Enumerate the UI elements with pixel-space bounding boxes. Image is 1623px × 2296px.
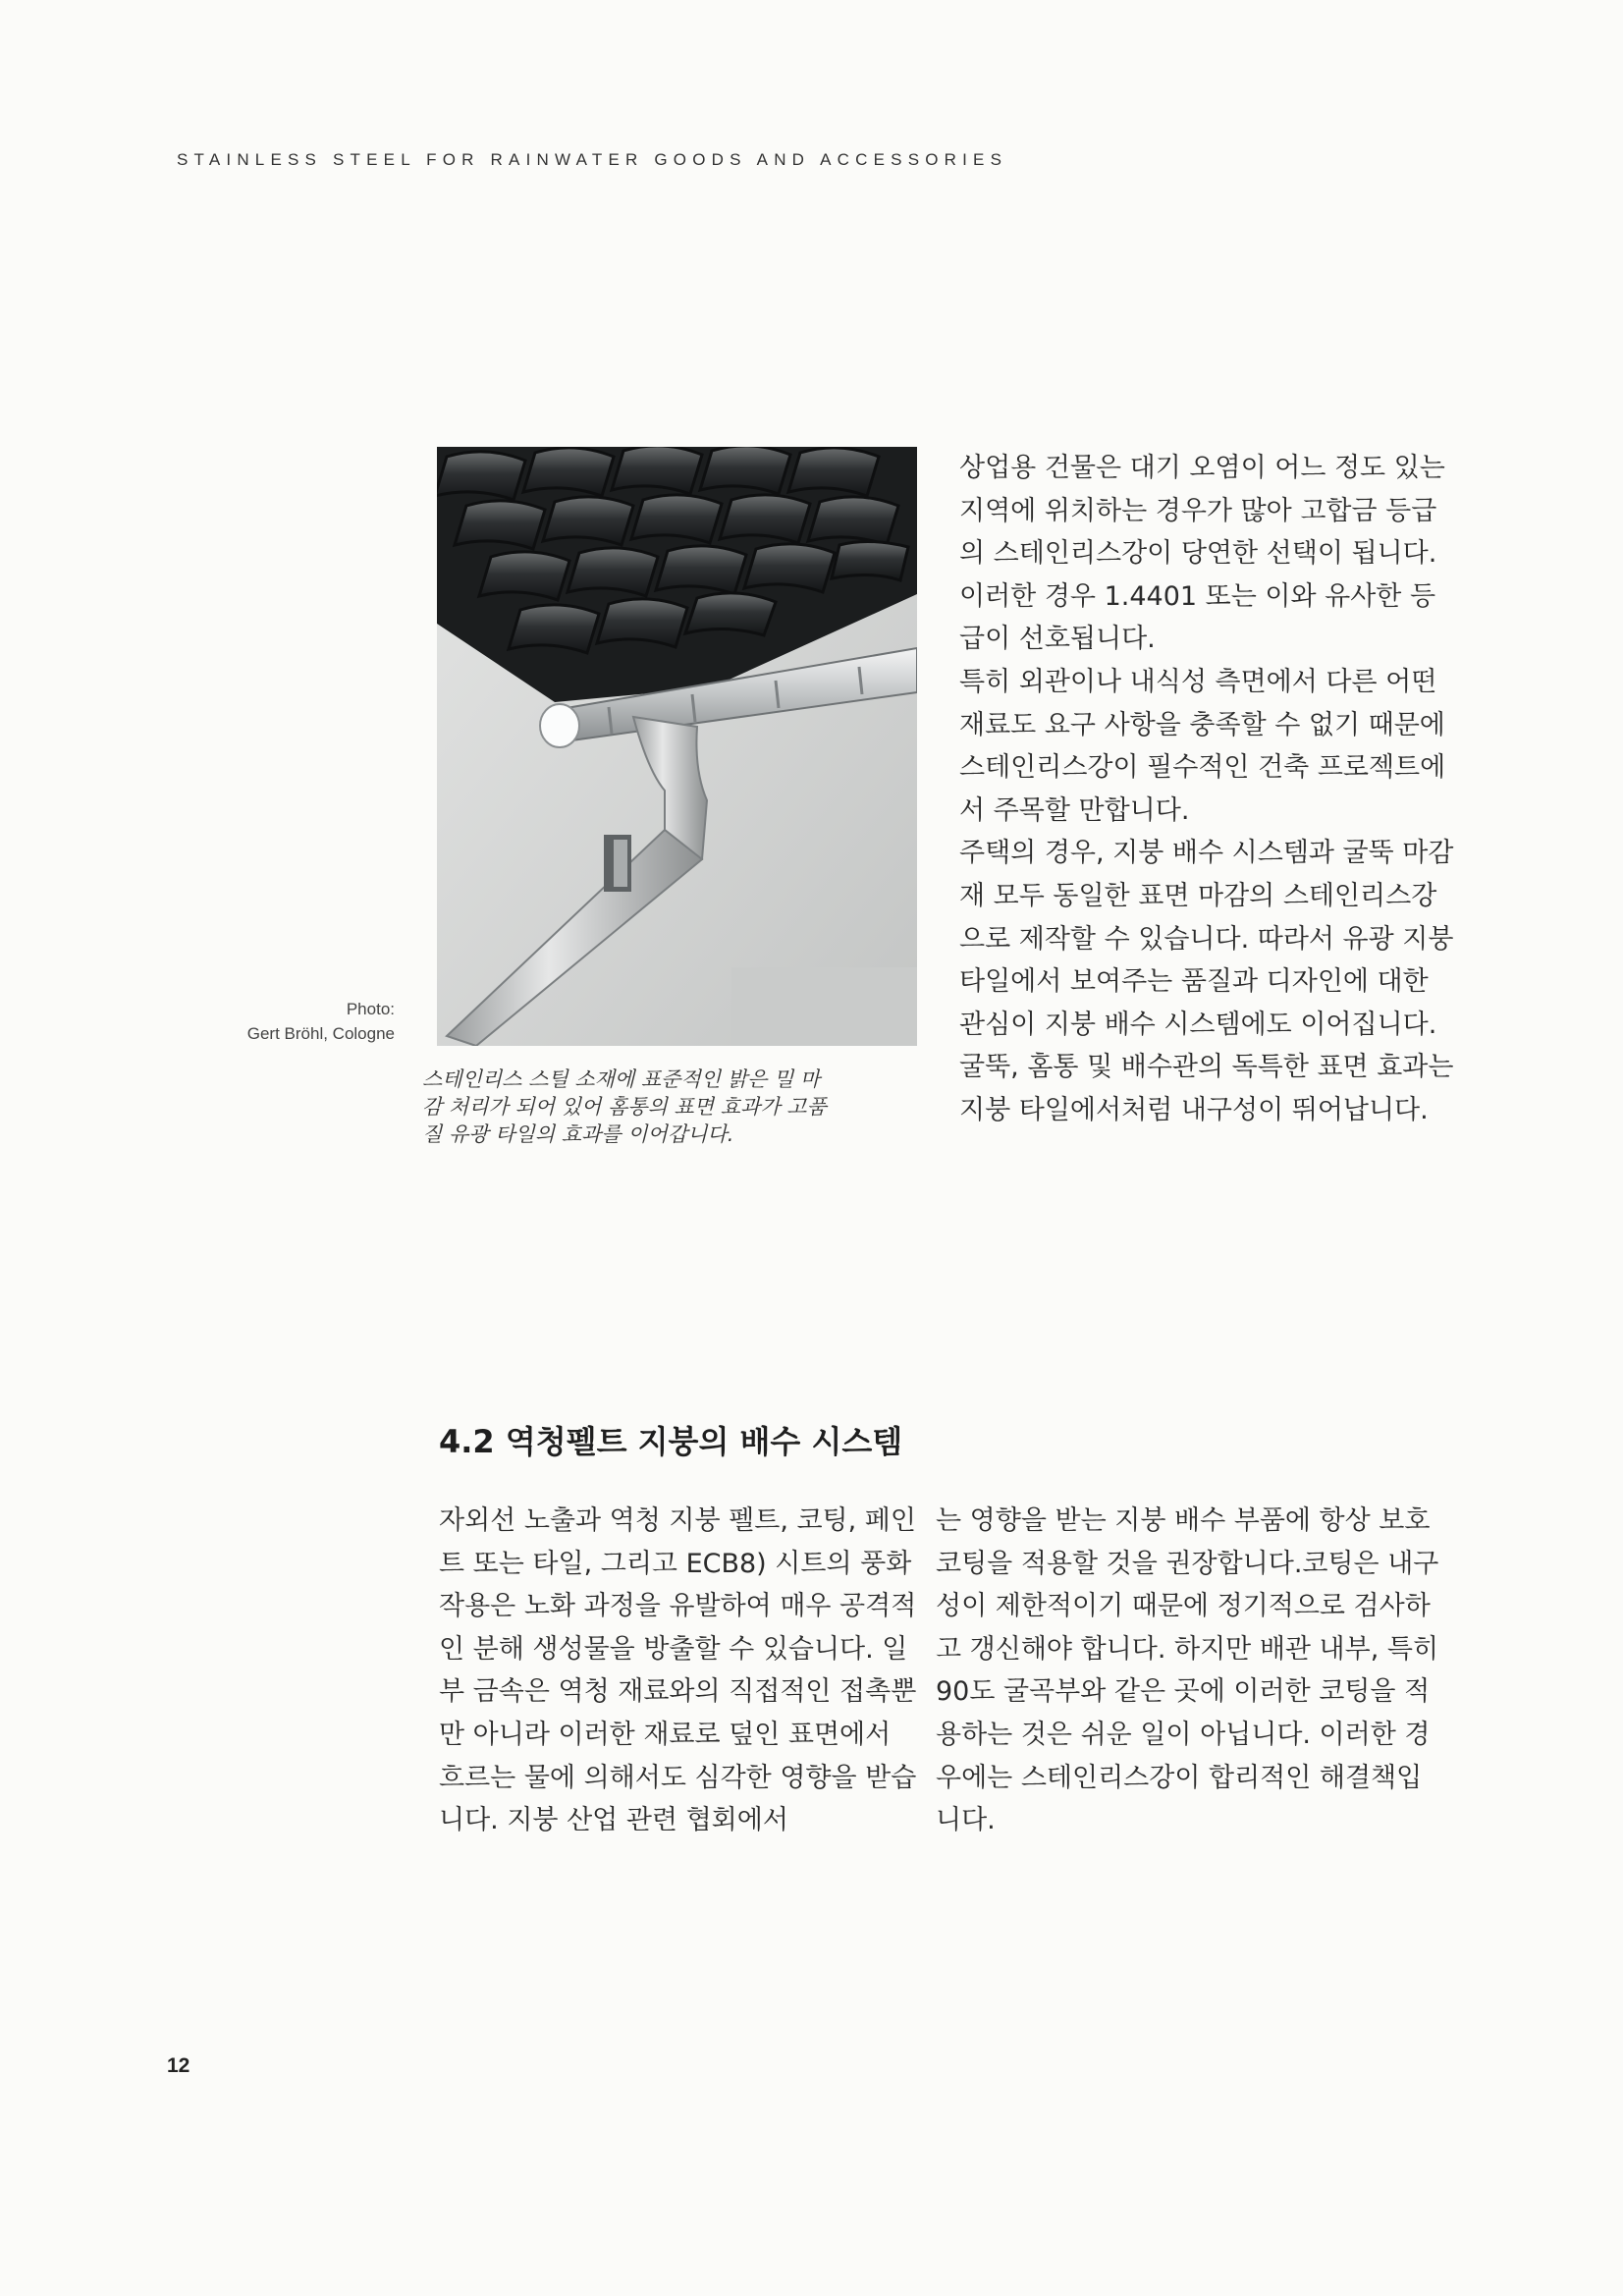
section-column-right: 는 영향을 받는 지붕 배수 부품에 항상 보호 코팅을 적용할 것을 권장합니다.코팅은 내구성이 제한적이기 때문에 정기적으로 검사하고 갱신해야 합니다. 하지만 배관 내부, 특히 90도 굴곡부와 같은 곳에 이러한 코팅을 적용하는 것은 쉬운 일이 아닙니다. 이러한 경우에는 스테인리스강이 합리적인 해결책입니다. (936, 1505, 1439, 1836)
photo-credit-label: Photo: (346, 1000, 395, 1018)
intro-paragraph: 주택의 경우, 지붕 배수 시스템과 굴뚝 마감재 모두 동일한 표면 마감의 스테인리스강으로 제작할 수 있습니다. 따라서 유광 지붕 타일에서 보여주는 품질과 디자인에 대한 관심이 지붕 배수 시스템에도 이어집니다. 굴뚝, 홈통 및 배수관의 독특한 표면 효과는 지붕 타일에서처럼 내구성이 뛰어납니다. (959, 838, 1454, 1125)
photo-caption: 스테인리스 스틸 소재에 표준적인 밝은 밀 마감 처리가 되어 있어 홈통의 표면 효과가 고품질 유광 타일의 효과를 이어갑니다. (422, 1067, 827, 1146)
running-title: STAINLESS STEEL FOR RAINWATER GOODS AND ACCESSORIES (177, 150, 1008, 169)
photo-credit-name: Gert Bröhl, Cologne (246, 1024, 395, 1043)
photo-window-edge (731, 967, 917, 1046)
intro-text (959, 447, 1455, 1132)
intro-paragraph: 상업용 건물은 대기 오염이 어느 정도 있는 지역에 위치하는 경우가 많아 고합금 등급의 스테인리스강이 당연한 선택이 됩니다. 이러한 경우 1.4401 또는 이와 유사한 등급이 선호됩니다. (959, 453, 1445, 655)
section-column-left: 자외선 노출과 역청 지붕 펠트, 코팅, 페인트 또는 타일, 그리고 ECB8) 시트의 풍화 작용은 노화 과정을 유발하여 매우 공격적인 분해 생성물을 방출할 수 있습니다. 일부 금속은 역청 재료와의 직접적인 접촉뿐만 아니라 이러한 재료로 덮인 표면에서 흐르는 물에 의해서도 심각한 영향을 받습니다. 지붕 산업 관련 협회에서 (439, 1505, 917, 1836)
section-heading: 4.2 역청펠트 지붕의 배수 시스템 (439, 1423, 903, 1460)
page-number: 12 (167, 2054, 190, 2077)
photo-credit (147, 997, 395, 1046)
intro-paragraph: 특히 외관이나 내식성 측면에서 다른 어떤 재료도 요구 사항을 충족할 수 없기 때문에 스테인리스강이 필수적인 건축 프로젝트에서 주목할 만합니다. (959, 666, 1446, 826)
gutter-photo (437, 447, 917, 1046)
